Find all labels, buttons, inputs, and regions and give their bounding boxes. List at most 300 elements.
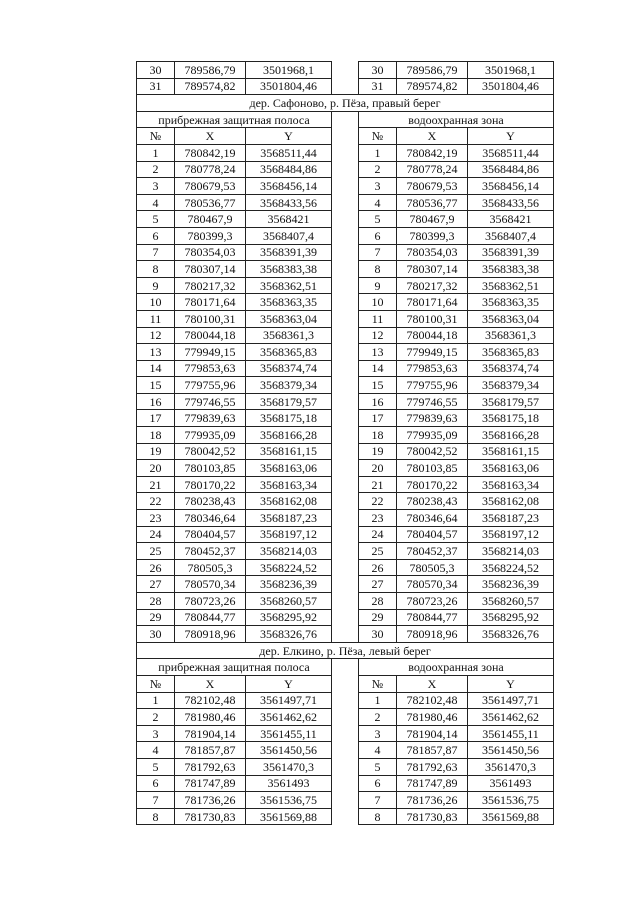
table-row (137, 725, 554, 742)
coord-y: 3561455,11 (468, 725, 554, 742)
coord-x: 780238,43 (397, 493, 468, 510)
column-gap (332, 227, 359, 244)
coord-y: 3568433,56 (468, 194, 554, 211)
point-number: 25 (359, 543, 397, 560)
coord-y: 3568166,28 (246, 427, 332, 444)
column-gap (332, 427, 359, 444)
point-number: 8 (137, 261, 175, 278)
column-gap (332, 178, 359, 195)
point-number: 14 (137, 360, 175, 377)
coord-x: 779746,55 (397, 393, 468, 410)
table-row (137, 377, 554, 394)
point-number: 6 (359, 775, 397, 792)
point-number: 7 (137, 244, 175, 261)
table-row (137, 427, 554, 444)
coord-y: 3568326,76 (246, 626, 332, 643)
coord-x: 781904,14 (397, 725, 468, 742)
column-gap (332, 62, 359, 79)
column-gap (332, 692, 359, 709)
column-gap (332, 576, 359, 593)
coord-x: 781980,46 (397, 709, 468, 726)
point-number: 29 (137, 609, 175, 626)
coord-y: 3568511,44 (246, 144, 332, 161)
point-number: 30 (359, 626, 397, 643)
column-header-row (137, 675, 554, 692)
point-number: 24 (137, 526, 175, 543)
point-number: 11 (359, 310, 397, 327)
table-row (137, 593, 554, 610)
point-number: 3 (137, 725, 175, 742)
coord-y: 3568363,35 (468, 294, 554, 311)
coord-x: 780570,34 (175, 576, 246, 593)
header-y: Y (246, 675, 332, 692)
coord-x: 780307,14 (175, 261, 246, 278)
header-number: № (359, 675, 397, 692)
column-gap (332, 808, 359, 825)
table-row (137, 78, 554, 95)
zone-label-coastal-strip: прибрежная защитная полоса (137, 659, 332, 676)
table-row (137, 460, 554, 477)
point-number: 1 (137, 144, 175, 161)
point-number: 8 (359, 808, 397, 825)
coord-y: 3568361,3 (246, 327, 332, 344)
coord-x: 780238,43 (175, 493, 246, 510)
point-number: 31 (359, 78, 397, 95)
point-number: 4 (137, 194, 175, 211)
coord-y: 3568362,51 (246, 277, 332, 294)
point-number: 24 (359, 526, 397, 543)
column-gap (332, 659, 359, 676)
coord-x: 780307,14 (397, 261, 468, 278)
table-row (137, 144, 554, 161)
coord-x: 780100,31 (397, 310, 468, 327)
coord-y: 3501804,46 (246, 78, 332, 95)
point-number: 2 (137, 709, 175, 726)
coord-y: 3568214,03 (468, 543, 554, 560)
coord-x: 780170,22 (397, 476, 468, 493)
coord-y: 3561470,3 (468, 758, 554, 775)
coord-y: 3561536,75 (246, 792, 332, 809)
coord-x: 780354,03 (397, 244, 468, 261)
coord-x: 782102,48 (397, 692, 468, 709)
header-y: Y (246, 128, 332, 145)
coord-x: 780042,52 (175, 443, 246, 460)
coord-y: 3568383,38 (468, 261, 554, 278)
table-row (137, 559, 554, 576)
table-row (137, 327, 554, 344)
coordinates-table-body (137, 62, 554, 825)
point-number: 1 (137, 692, 175, 709)
coord-x: 780505,3 (397, 559, 468, 576)
point-number: 13 (137, 344, 175, 361)
column-gap (332, 443, 359, 460)
coord-y: 3501968,1 (468, 62, 554, 79)
header-x: X (397, 128, 468, 145)
coord-x: 781857,87 (397, 742, 468, 759)
coord-y: 3561462,62 (246, 709, 332, 726)
column-gap (332, 144, 359, 161)
table-row (137, 443, 554, 460)
coord-y: 3568197,12 (246, 526, 332, 543)
coord-y: 3568179,57 (468, 393, 554, 410)
point-number: 22 (359, 493, 397, 510)
point-number: 20 (137, 460, 175, 477)
coord-x: 781857,87 (175, 742, 246, 759)
coord-y: 3568484,86 (468, 161, 554, 178)
coord-x: 779755,96 (175, 377, 246, 394)
column-gap (332, 593, 359, 610)
section-title: дер. Сафоново, р. Пёза, правый берег (137, 95, 554, 112)
table-row (137, 410, 554, 427)
column-gap (332, 742, 359, 759)
coord-x: 780354,03 (175, 244, 246, 261)
coord-y: 3568365,83 (468, 344, 554, 361)
point-number: 4 (137, 742, 175, 759)
table-row (137, 344, 554, 361)
coord-x: 780452,37 (397, 543, 468, 560)
point-number: 8 (359, 261, 397, 278)
coord-y: 3568391,39 (246, 244, 332, 261)
point-number: 5 (359, 211, 397, 228)
coord-x: 781792,63 (397, 758, 468, 775)
header-x: X (175, 675, 246, 692)
coord-x: 780778,24 (175, 161, 246, 178)
coord-x: 780918,96 (397, 626, 468, 643)
coord-x: 781792,63 (175, 758, 246, 775)
coord-x: 780103,85 (175, 460, 246, 477)
point-number: 1 (359, 692, 397, 709)
header-number: № (137, 675, 175, 692)
table-row (137, 742, 554, 759)
column-gap (332, 360, 359, 377)
point-number: 15 (359, 377, 397, 394)
coord-x: 782102,48 (175, 692, 246, 709)
point-number: 10 (359, 294, 397, 311)
point-number: 20 (359, 460, 397, 477)
coord-x: 780404,57 (175, 526, 246, 543)
column-gap (332, 675, 359, 692)
point-number: 5 (359, 758, 397, 775)
coord-y: 3568383,38 (246, 261, 332, 278)
column-gap (332, 792, 359, 809)
table-row (137, 709, 554, 726)
point-number: 3 (137, 178, 175, 195)
point-number: 7 (137, 792, 175, 809)
column-gap (332, 393, 359, 410)
coord-x: 780842,19 (397, 144, 468, 161)
section-title: дер. Елкино, р. Пёза, левый берег (137, 642, 554, 659)
column-gap (332, 410, 359, 427)
coord-y: 3568166,28 (468, 427, 554, 444)
coord-y: 3568163,34 (468, 476, 554, 493)
coord-x: 780399,3 (175, 227, 246, 244)
header-number: № (359, 128, 397, 145)
table-row (137, 775, 554, 792)
zone-label-coastal-strip: прибрежная защитная полоса (137, 111, 332, 128)
point-number: 15 (137, 377, 175, 394)
table-row (137, 178, 554, 195)
point-number: 16 (359, 393, 397, 410)
table-row (137, 310, 554, 327)
table-row (137, 493, 554, 510)
coord-x: 780404,57 (397, 526, 468, 543)
point-number: 6 (359, 227, 397, 244)
coord-x: 780679,53 (175, 178, 246, 195)
coord-x: 780723,26 (397, 593, 468, 610)
coord-y: 3568484,86 (246, 161, 332, 178)
point-number: 21 (137, 476, 175, 493)
point-number: 10 (137, 294, 175, 311)
coord-y: 3568163,34 (246, 476, 332, 493)
header-number: № (137, 128, 175, 145)
coord-x: 779949,15 (175, 344, 246, 361)
coord-y: 3561450,56 (246, 742, 332, 759)
table-row (137, 211, 554, 228)
column-gap (332, 344, 359, 361)
point-number: 1 (359, 144, 397, 161)
coord-y: 3561455,11 (246, 725, 332, 742)
point-number: 30 (359, 62, 397, 79)
coord-y: 3568163,06 (246, 460, 332, 477)
point-number: 9 (137, 277, 175, 294)
point-number: 27 (359, 576, 397, 593)
coordinates-table (136, 61, 554, 825)
coord-x: 781730,83 (397, 808, 468, 825)
coord-y: 3568161,15 (468, 443, 554, 460)
coord-y: 3568326,76 (468, 626, 554, 643)
point-number: 18 (137, 427, 175, 444)
coord-x: 780505,3 (175, 559, 246, 576)
column-header-row (137, 128, 554, 145)
coord-x: 780044,18 (397, 327, 468, 344)
coord-x: 780918,96 (175, 626, 246, 643)
coord-x: 779839,63 (397, 410, 468, 427)
point-number: 8 (137, 808, 175, 825)
coord-x: 781736,26 (397, 792, 468, 809)
table-row (137, 161, 554, 178)
point-number: 5 (137, 211, 175, 228)
coord-y: 3561470,3 (246, 758, 332, 775)
column-gap (332, 161, 359, 178)
table-row (137, 227, 554, 244)
coord-y: 3568187,23 (246, 510, 332, 527)
column-gap (332, 526, 359, 543)
table-row (137, 194, 554, 211)
coord-y: 3568175,18 (246, 410, 332, 427)
point-number: 22 (137, 493, 175, 510)
column-gap (332, 460, 359, 477)
coord-y: 3561569,88 (246, 808, 332, 825)
coord-x: 780044,18 (175, 327, 246, 344)
point-number: 12 (137, 327, 175, 344)
coord-x: 780170,22 (175, 476, 246, 493)
coord-y: 3568421 (246, 211, 332, 228)
point-number: 23 (359, 510, 397, 527)
table-row (137, 360, 554, 377)
coord-x: 779839,63 (175, 410, 246, 427)
coord-y: 3568363,35 (246, 294, 332, 311)
coord-y: 3568374,74 (246, 360, 332, 377)
column-gap (332, 261, 359, 278)
column-gap (332, 559, 359, 576)
coord-x: 779755,96 (397, 377, 468, 394)
coord-x: 779746,55 (175, 393, 246, 410)
table-row (137, 244, 554, 261)
coord-y: 3568162,08 (246, 493, 332, 510)
coord-x: 780842,19 (175, 144, 246, 161)
coord-x: 779853,63 (175, 360, 246, 377)
coord-y: 3568391,39 (468, 244, 554, 261)
coord-y: 3568175,18 (468, 410, 554, 427)
column-gap (332, 244, 359, 261)
table-row (137, 576, 554, 593)
coord-y: 3568162,08 (468, 493, 554, 510)
coord-y: 3568260,57 (468, 593, 554, 610)
coord-y: 3568379,34 (246, 377, 332, 394)
column-gap (332, 543, 359, 560)
column-gap (332, 725, 359, 742)
coord-x: 781980,46 (175, 709, 246, 726)
table-row (137, 609, 554, 626)
point-number: 29 (359, 609, 397, 626)
coord-x: 789574,82 (175, 78, 246, 95)
coord-x: 781747,89 (397, 775, 468, 792)
coord-x: 780778,24 (397, 161, 468, 178)
column-gap (332, 775, 359, 792)
point-number: 25 (137, 543, 175, 560)
coord-y: 3568224,52 (468, 559, 554, 576)
coord-y: 3568365,83 (246, 344, 332, 361)
point-number: 17 (137, 410, 175, 427)
coord-y: 3561450,56 (468, 742, 554, 759)
coord-x: 780844,77 (397, 609, 468, 626)
column-gap (332, 709, 359, 726)
column-gap (332, 626, 359, 643)
coord-y: 3561462,62 (468, 709, 554, 726)
zone-label-water-protection: водоохранная зона (359, 659, 554, 676)
coord-x: 789574,82 (397, 78, 468, 95)
coord-y: 3501804,46 (468, 78, 554, 95)
zone-label-water-protection: водоохранная зона (359, 111, 554, 128)
column-gap (332, 758, 359, 775)
coord-y: 3568363,04 (246, 310, 332, 327)
coord-x: 780042,52 (397, 443, 468, 460)
table-row (137, 808, 554, 825)
table-row (137, 792, 554, 809)
coord-y: 3568163,06 (468, 460, 554, 477)
header-y: Y (468, 128, 554, 145)
point-number: 21 (359, 476, 397, 493)
column-gap (332, 78, 359, 95)
point-number: 6 (137, 227, 175, 244)
point-number: 11 (137, 310, 175, 327)
coord-x: 780171,64 (397, 294, 468, 311)
point-number: 12 (359, 327, 397, 344)
coord-x: 780100,31 (175, 310, 246, 327)
coord-x: 780452,37 (175, 543, 246, 560)
column-gap (332, 609, 359, 626)
column-gap (332, 510, 359, 527)
coord-y: 3561493 (468, 775, 554, 792)
table-row (137, 62, 554, 79)
coord-x: 779853,63 (397, 360, 468, 377)
coord-y: 3568456,14 (468, 178, 554, 195)
column-gap (332, 327, 359, 344)
point-number: 19 (137, 443, 175, 460)
point-number: 7 (359, 792, 397, 809)
coord-x: 781736,26 (175, 792, 246, 809)
table-row (137, 261, 554, 278)
table-row (137, 526, 554, 543)
coord-x: 780536,77 (175, 194, 246, 211)
coord-y: 3568197,12 (468, 526, 554, 543)
coord-x: 780399,3 (397, 227, 468, 244)
coord-y: 3561493 (246, 775, 332, 792)
coord-x: 780346,64 (175, 510, 246, 527)
point-number: 5 (137, 758, 175, 775)
table-row (137, 543, 554, 560)
coord-x: 780467,9 (175, 211, 246, 228)
coord-y: 3568456,14 (246, 178, 332, 195)
section-title-row (137, 642, 554, 659)
coord-x: 789586,79 (175, 62, 246, 79)
coord-y: 3501968,1 (246, 62, 332, 79)
header-y: Y (468, 675, 554, 692)
point-number: 13 (359, 344, 397, 361)
table-row (137, 294, 554, 311)
coord-x: 779949,15 (397, 344, 468, 361)
coord-y: 3568236,39 (246, 576, 332, 593)
column-gap (332, 128, 359, 145)
point-number: 2 (137, 161, 175, 178)
table-row (137, 476, 554, 493)
coord-y: 3568407,4 (468, 227, 554, 244)
column-gap (332, 294, 359, 311)
table-row (137, 393, 554, 410)
point-number: 16 (137, 393, 175, 410)
coord-y: 3561536,75 (468, 792, 554, 809)
column-gap (332, 211, 359, 228)
point-number: 30 (137, 626, 175, 643)
coord-x: 789586,79 (397, 62, 468, 79)
coord-x: 781904,14 (175, 725, 246, 742)
point-number: 3 (359, 178, 397, 195)
point-number: 17 (359, 410, 397, 427)
coord-y: 3568363,04 (468, 310, 554, 327)
section-title-row (137, 95, 554, 112)
point-number: 23 (137, 510, 175, 527)
coord-y: 3568421 (468, 211, 554, 228)
point-number: 14 (359, 360, 397, 377)
header-x: X (397, 675, 468, 692)
coord-y: 3568161,15 (246, 443, 332, 460)
coord-x: 779935,09 (397, 427, 468, 444)
coord-y: 3568407,4 (246, 227, 332, 244)
point-number: 26 (137, 559, 175, 576)
column-gap (332, 310, 359, 327)
coord-y: 3568179,57 (246, 393, 332, 410)
coord-x: 780679,53 (397, 178, 468, 195)
table-row (137, 758, 554, 775)
coord-y: 3568295,92 (246, 609, 332, 626)
point-number: 3 (359, 725, 397, 742)
zone-header-row (137, 659, 554, 676)
point-number: 2 (359, 161, 397, 178)
coord-x: 780536,77 (397, 194, 468, 211)
table-row (137, 692, 554, 709)
coord-x: 780171,64 (175, 294, 246, 311)
point-number: 18 (359, 427, 397, 444)
